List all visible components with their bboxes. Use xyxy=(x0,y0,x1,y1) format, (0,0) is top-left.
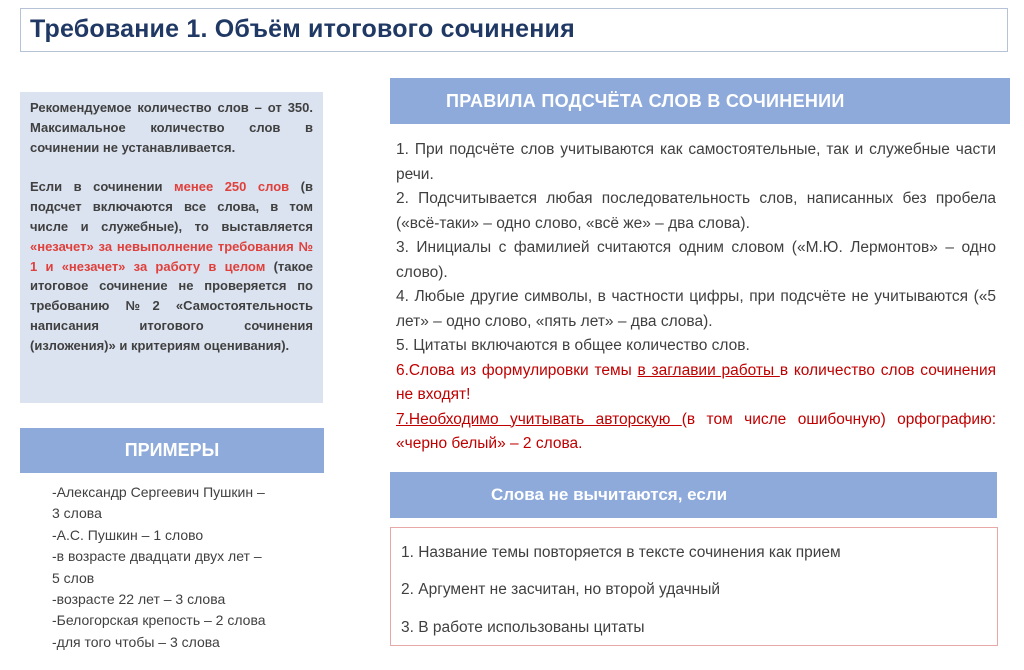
not-subtracted-list xyxy=(390,527,998,646)
title-box xyxy=(20,8,1008,52)
list-item: 1. Название темы повторяется в тексте сочинения как прием xyxy=(401,544,841,561)
rule-7: 7.Необходимо учитывать авторскую (в том числе ошибочную) орфографию: «черно белый» – 2 слова. xyxy=(396,410,996,452)
examples-heading: ПРИМЕРЫ xyxy=(20,428,324,473)
rules-heading: ПРАВИЛА ПОДСЧЁТА СЛОВ В СОЧИНЕНИИ xyxy=(390,78,1010,124)
not-subtracted-heading: Слова не вычитаются, если xyxy=(390,472,997,518)
recommendation-panel xyxy=(20,92,323,403)
rule-2: 2. Подсчитывается любая последовательность слов, написанных без пробела («всё-таки» – одно слово, «всё же» – два слова). xyxy=(396,190,996,232)
rules-list xyxy=(396,138,996,457)
list-item: -для того чтобы – 3 слова xyxy=(52,633,220,650)
list-item: -Александр Сергеевич Пушкин – xyxy=(52,484,265,500)
fail-highlight: «незачет» за невыполнение требования № 1 и «незачет» за работу в целом xyxy=(30,238,313,274)
rule-4: 4. Любые другие символы, в частности цифры, при подсчёте не учитываются («5 лет» – одно слово, «пять лет» – два слова). xyxy=(396,288,996,330)
recommendation-text: Рекомендуемое количество слов – от 350. Максимальное количество слов в сочинении не устанавливается. xyxy=(30,100,313,155)
list-item: -Белогорская крепость – 2 слова xyxy=(52,612,266,629)
list-item: -в возрасте двадцати двух лет – xyxy=(52,548,262,565)
list-item: 2. Аргумент не засчитан, но второй удачный xyxy=(401,581,721,598)
rule-6: 6.Слова из формулировки темы в заглавии работы в количество слов сочинения не входят! xyxy=(396,361,997,403)
examples-list xyxy=(52,482,320,653)
rule-5: 5. Цитаты включаются в общее количество слов. xyxy=(396,337,750,354)
page-title: Требование 1. Объём итогового сочинения xyxy=(30,15,575,43)
penalty-text: Если в сочинении менее 250 слов (в подсчет включаются все слова, в том числе и служебные), то выставляется «незачет» за невыполнение требования № 1 и «незачет» за работу в целом (такое итоговое сочинение не проверяется по требованию №2 «Самостоятельность написания итогового сочинения (изложения)» и критериям оценивания). xyxy=(30,179,313,353)
rule-1: 1. При подсчёте слов учитываются как самостоятельные, так и служебные части речи. xyxy=(396,141,996,183)
list-item: 3 слова xyxy=(52,505,102,522)
list-item: 5 слов xyxy=(52,569,95,586)
list-item: -возрасте 22 лет – 3 слова xyxy=(52,591,226,608)
list-item: 3. В работе использованы цитаты xyxy=(401,619,645,636)
rule-3: 3. Инициалы с фамилией считаются одним словом («М.Ю. Лермонтов» – одно слово). xyxy=(396,239,996,281)
list-item: -А.С. Пушкин – 1 слово xyxy=(52,526,204,543)
less-than-250-highlight: менее 250 слов xyxy=(174,179,290,195)
